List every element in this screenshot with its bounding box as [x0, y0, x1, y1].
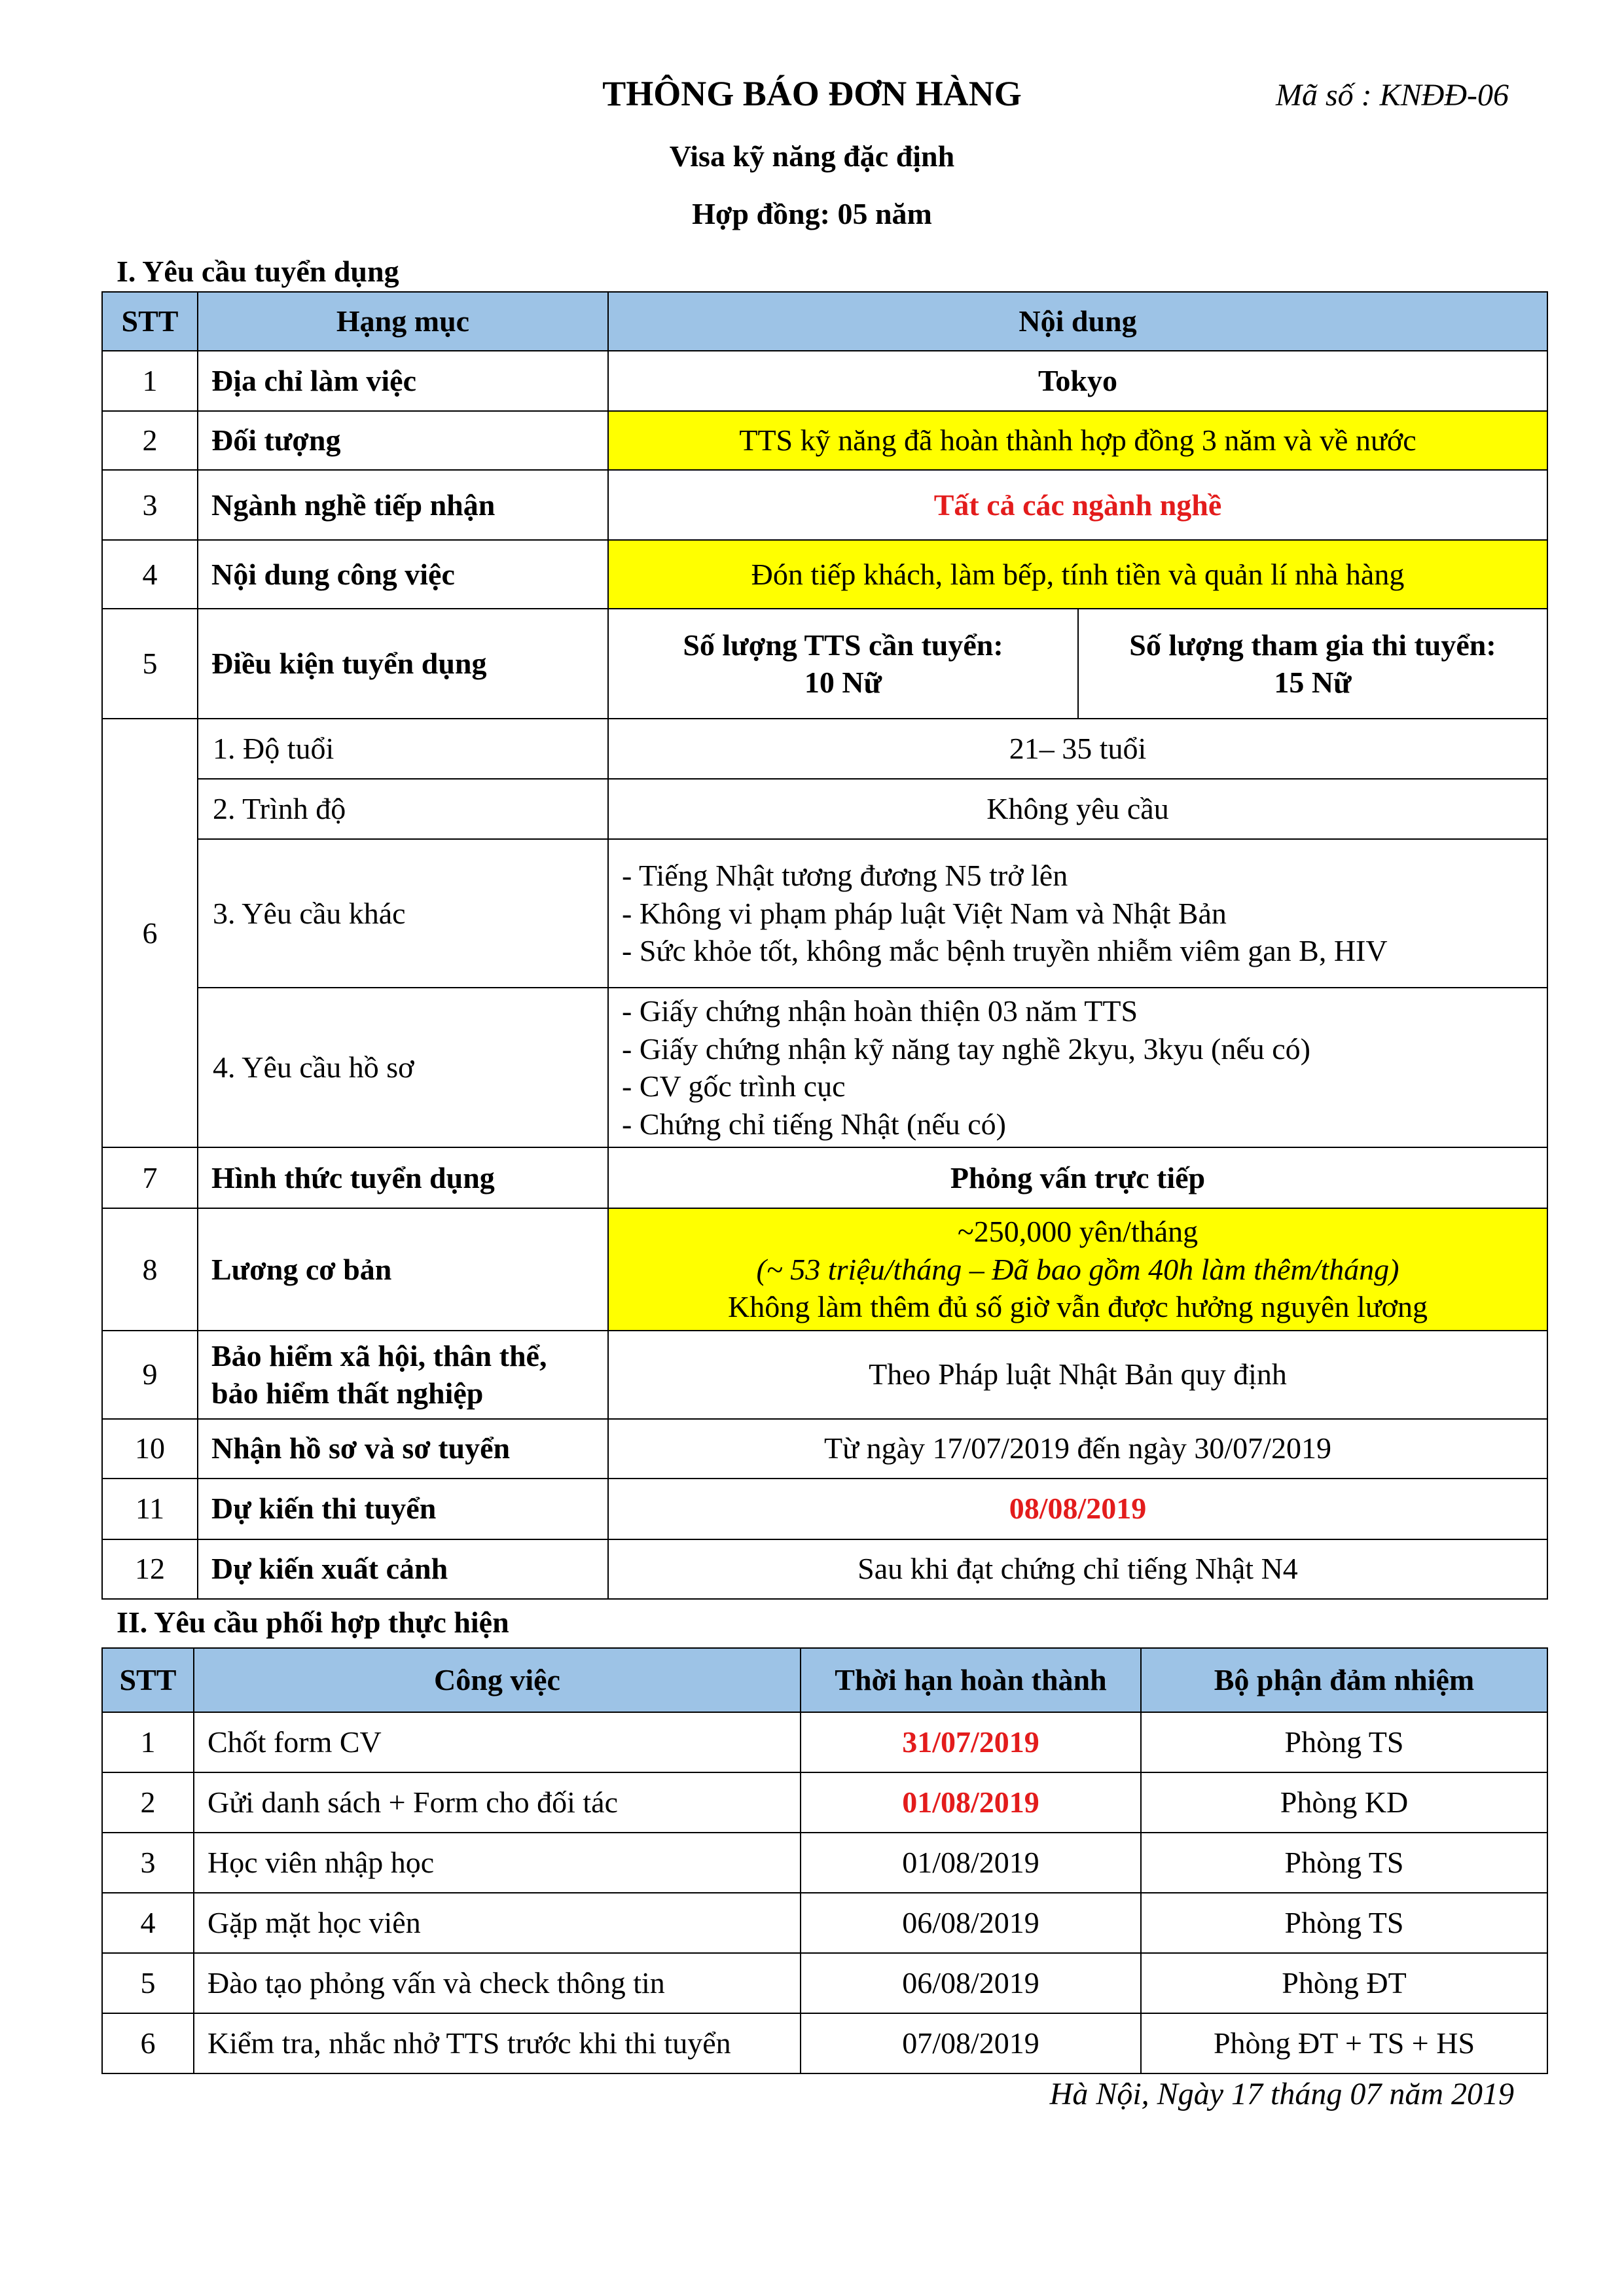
- exam-participants-value: 15 Nữ: [1274, 666, 1352, 699]
- page-title: THÔNG BÁO ĐƠN HÀNG: [602, 74, 1022, 113]
- education-value: Không yêu cầu: [608, 779, 1547, 839]
- col-header-task: Công việc: [194, 1648, 801, 1712]
- department-cell: Phòng TS: [1141, 1893, 1547, 1953]
- table-row: [102, 719, 1547, 779]
- documents-list: [608, 988, 1547, 1147]
- col-header-stt: STT: [102, 1648, 194, 1712]
- row-value: Phỏng vấn trực tiếp: [608, 1147, 1547, 1208]
- row-number: 12: [102, 1539, 198, 1599]
- row-number: 2: [102, 1772, 194, 1833]
- deadline-cell: 01/08/2019: [801, 1772, 1141, 1833]
- list-item: - Sức khỏe tốt, không mắc bệnh truyền nhiễm viêm gan B, HIV: [622, 934, 1388, 968]
- row-label: Hình thức tuyển dụng: [198, 1147, 608, 1208]
- task-cell: Đào tạo phỏng vấn và check thông tin: [194, 1953, 801, 2013]
- row-number: 1: [102, 351, 198, 411]
- exam-participants-cell: [1078, 609, 1547, 719]
- list-item: - Chứng chỉ tiếng Nhật (nếu có): [622, 1107, 1006, 1141]
- task-cell: Gửi danh sách + Form cho đối tác: [194, 1772, 801, 1833]
- row-label: Dự kiến thi tuyển: [198, 1479, 608, 1539]
- education-label: 2. Trình độ: [198, 779, 608, 839]
- row-number: 3: [102, 470, 198, 540]
- row-label: Lương cơ bản: [198, 1208, 608, 1331]
- salary-amount: ~250,000 yên/tháng: [957, 1215, 1199, 1248]
- deadline-cell: 06/08/2019: [801, 1893, 1141, 1953]
- table-row: [102, 1953, 1547, 2013]
- row-number: 9: [102, 1331, 198, 1419]
- table-row: [102, 1331, 1547, 1419]
- department-cell: Phòng KD: [1141, 1772, 1547, 1833]
- table-row: [102, 1208, 1547, 1331]
- table-row: [102, 1893, 1547, 1953]
- row-value: TTS kỹ năng đã hoàn thành hợp đồng 3 năm và về nước: [608, 411, 1547, 470]
- col-header-item: Hạng mục: [198, 292, 608, 351]
- table-row: [102, 988, 1547, 1147]
- row-number: 4: [102, 540, 198, 609]
- section-2-heading: II. Yêu cầu phối hợp thực hiện: [117, 1605, 509, 1639]
- department-cell: Phòng TS: [1141, 1712, 1547, 1772]
- deadline-cell: 01/08/2019: [801, 1833, 1141, 1893]
- col-header-department: Bộ phận đảm nhiệm: [1141, 1648, 1547, 1712]
- col-header-content: Nội dung: [608, 292, 1547, 351]
- table-row: [102, 1419, 1547, 1479]
- other-requirements-label: 3. Yêu cầu khác: [198, 839, 608, 988]
- salary-conversion: (~ 53 triệu/tháng – Đã bao gồm 40h làm thêm/tháng): [756, 1252, 1399, 1286]
- row-value: Từ ngày 17/07/2019 đến ngày 30/07/2019: [608, 1419, 1547, 1479]
- coordination-table: [101, 1647, 1548, 2074]
- table-row: [102, 540, 1547, 609]
- row-number: 11: [102, 1479, 198, 1539]
- row-number: 8: [102, 1208, 198, 1331]
- task-cell: Kiểm tra, nhắc nhở TTS trước khi thi tuyển: [194, 2013, 801, 2073]
- visa-type: Visa kỹ năng đặc định: [669, 139, 955, 173]
- contract-term: Hợp đồng: 05 năm: [692, 197, 932, 230]
- salary-note: Không làm thêm đủ số giờ vẫn được hưởng nguyên lương: [728, 1290, 1428, 1323]
- col-header-stt: STT: [102, 292, 198, 351]
- row-number: 6: [102, 2013, 194, 2073]
- list-item: - CV gốc trình cục: [622, 1069, 846, 1103]
- table-row: [102, 779, 1547, 839]
- row-value: Theo Pháp luật Nhật Bản quy định: [608, 1331, 1547, 1419]
- row-label: Địa chỉ làm việc: [198, 351, 608, 411]
- table-row: [102, 1479, 1547, 1539]
- deadline-cell: 06/08/2019: [801, 1953, 1141, 2013]
- row-value: Tokyo: [608, 351, 1547, 411]
- row-number: 3: [102, 1833, 194, 1893]
- row-label: Nhận hồ sơ và sơ tuyển: [198, 1419, 608, 1479]
- table-row: [102, 470, 1547, 540]
- age-label: 1. Độ tuổi: [198, 719, 608, 779]
- row-label: [198, 1331, 608, 1419]
- trainee-quota-cell: [608, 609, 1078, 719]
- table-row: [102, 1539, 1547, 1599]
- exam-participants-label: Số lượng tham gia thi tuyển:: [1129, 628, 1496, 662]
- department-cell: Phòng TS: [1141, 1833, 1547, 1893]
- row-label: Đối tượng: [198, 411, 608, 470]
- list-item: - Giấy chứng nhận hoàn thiện 03 năm TTS: [622, 994, 1138, 1028]
- section-1-heading: I. Yêu cầu tuyển dụng: [117, 255, 399, 288]
- table-header-row: [102, 1648, 1547, 1712]
- row-label-line: Bảo hiểm xã hội, thân thể,: [211, 1338, 547, 1372]
- documents-label: 4. Yêu cầu hồ sơ: [198, 988, 608, 1147]
- row-label: Nội dung công việc: [198, 540, 608, 609]
- trainee-quota-value: 10 Nữ: [804, 666, 882, 699]
- salary-cell: [608, 1208, 1547, 1331]
- document-code: Mã số : KNĐĐ-06: [1276, 78, 1509, 113]
- list-item: - Không vi phạm pháp luật Việt Nam và Nhật Bản: [622, 896, 1227, 930]
- row-number: 2: [102, 411, 198, 470]
- recruitment-requirements-table: [101, 291, 1548, 1600]
- row-label: Điều kiện tuyển dụng: [198, 609, 608, 719]
- row-label-line: bảo hiểm thất nghiệp: [211, 1376, 484, 1410]
- row-number: 1: [102, 1712, 194, 1772]
- trainee-quota-label: Số lượng TTS cần tuyển:: [683, 628, 1003, 662]
- row-number: 10: [102, 1419, 198, 1479]
- row-number: 4: [102, 1893, 194, 1953]
- age-value: 21– 35 tuổi: [608, 719, 1547, 779]
- table-header-row: [102, 292, 1547, 351]
- row-value: 08/08/2019: [608, 1479, 1547, 1539]
- row-value: Đón tiếp khách, làm bếp, tính tiền và quản lí nhà hàng: [608, 540, 1547, 609]
- task-cell: Chốt form CV: [194, 1712, 801, 1772]
- col-header-deadline: Thời hạn hoàn thành: [801, 1648, 1141, 1712]
- list-item: - Tiếng Nhật tương đương N5 trở lên: [622, 859, 1068, 893]
- row-number: 7: [102, 1147, 198, 1208]
- table-row: [102, 1833, 1547, 1893]
- table-row: [102, 839, 1547, 988]
- place-and-date: Hà Nội, Ngày 17 tháng 07 năm 2019: [1049, 2077, 1514, 2111]
- task-cell: Gặp mặt học viên: [194, 1893, 801, 1953]
- department-cell: Phòng ĐT: [1141, 1953, 1547, 2013]
- table-row: [102, 609, 1547, 719]
- row-label: Ngành nghề tiếp nhận: [198, 470, 608, 540]
- row-number: 5: [102, 609, 198, 719]
- row-value: Tất cả các ngành nghề: [608, 470, 1547, 540]
- table-row: [102, 2013, 1547, 2073]
- task-cell: Học viên nhập học: [194, 1833, 801, 1893]
- deadline-cell: 07/08/2019: [801, 2013, 1141, 2073]
- table-row: [102, 411, 1547, 470]
- row-value: Sau khi đạt chứng chỉ tiếng Nhật N4: [608, 1539, 1547, 1599]
- row-number: 5: [102, 1953, 194, 2013]
- department-cell: Phòng ĐT + TS + HS: [1141, 2013, 1547, 2073]
- table-row: [102, 1147, 1547, 1208]
- row-label: Dự kiến xuất cảnh: [198, 1539, 608, 1599]
- table-row: [102, 1712, 1547, 1772]
- table-row: [102, 351, 1547, 411]
- list-item: - Giấy chứng nhận kỹ năng tay nghề 2kyu, 3kyu (nếu có): [622, 1031, 1311, 1066]
- other-requirements-list: [608, 839, 1547, 988]
- table-row: [102, 1772, 1547, 1833]
- deadline-cell: 31/07/2019: [801, 1712, 1141, 1772]
- row-number: 6: [102, 719, 198, 1147]
